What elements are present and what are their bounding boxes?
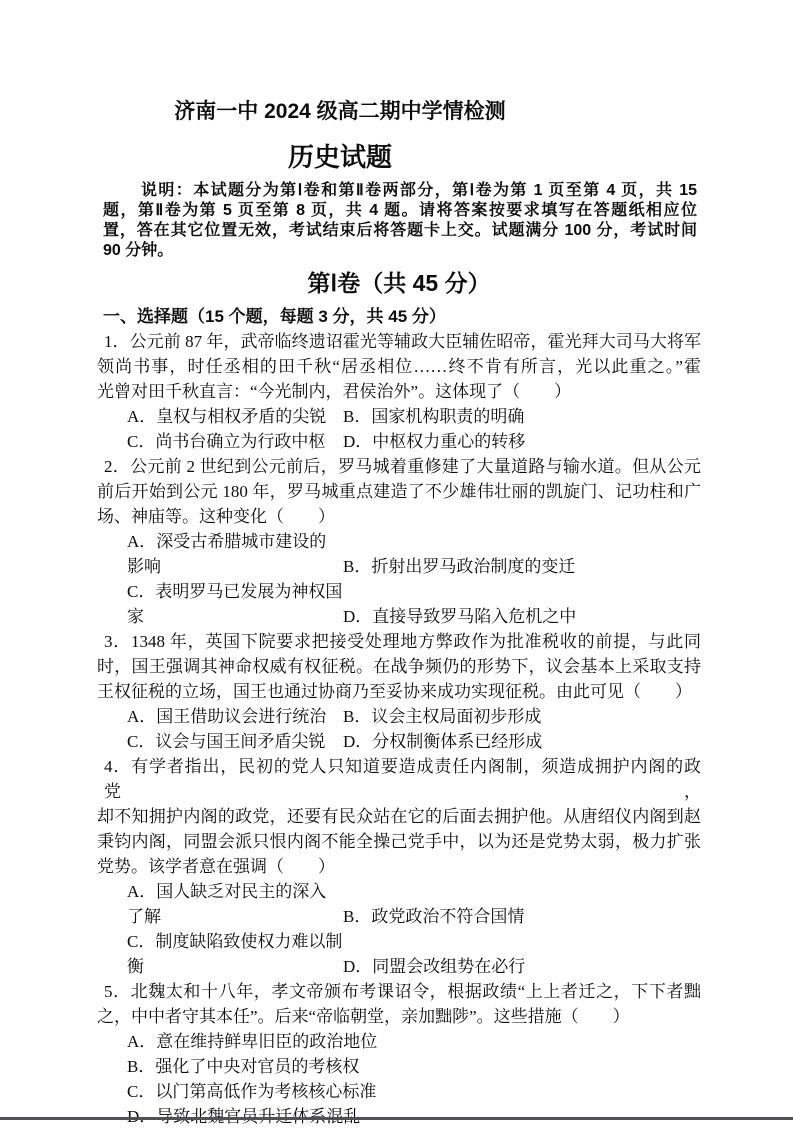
question-block-1 xyxy=(97,329,701,454)
question-stem-line: 却不知拥护内阁的政党，还要有民众站在它的后面去拥护他。从唐绍仪内阁到赵 xyxy=(97,807,701,826)
question-stem-line: 1．公元前 87 年，武帝临终遗诏霍光等辅政大臣辅佐昭帝，霍光拜大司马大将军 xyxy=(104,332,701,351)
option-row xyxy=(97,429,701,454)
instructions xyxy=(103,181,697,261)
option: B．国家机构职责的明确 xyxy=(343,407,525,426)
instructions-line: 90 分钟。 xyxy=(103,242,174,259)
option: D．分权制衡体系已经形成 xyxy=(343,732,543,751)
question-stem-line: 时，国王强调其神命权威有权征税。在战争频仍的形势下，议会基本上采取支持 xyxy=(97,657,701,676)
question-block-3 xyxy=(97,629,701,754)
question-stem-line: 光曾对田千秋直言：“今光制内，君侯治外”。这体现了（ ） xyxy=(97,382,572,401)
option-row xyxy=(97,929,701,979)
question-block-5 xyxy=(97,979,701,1129)
option: D．中枢权力重心的转移 xyxy=(343,432,526,451)
option-row xyxy=(97,529,701,579)
option: D．直接导致罗马陷入危机之中 xyxy=(343,607,577,626)
questions xyxy=(97,329,701,1129)
option: A．皇权与相权矛盾的尖锐 xyxy=(127,407,327,426)
question-stem-line: 2．公元前 2 世纪到公元前后，罗马城着重修建了大量道路与输水道。但从公元 xyxy=(104,457,701,476)
option-row xyxy=(97,404,701,429)
option: A．国人缺乏对民主的深入了解 xyxy=(127,882,327,926)
option: A．国王借助议会进行统治 xyxy=(127,707,327,726)
option: C．表明罗马已发展为神权国家 xyxy=(127,582,343,626)
option: C．以门第高低作为考核核心标准 xyxy=(127,1082,377,1101)
option-row xyxy=(97,704,701,729)
option: B．强化了中央对官员的考核权 xyxy=(127,1057,360,1076)
option-row xyxy=(97,579,701,629)
question-stem-line: 王权征税的立场，国王也通过协商乃至妥协来成功实现征税。由此可见（ ） xyxy=(97,682,692,701)
page-bottom-border xyxy=(0,1117,793,1120)
option: C．尚书台确立为行政中枢 xyxy=(127,432,326,451)
option-row xyxy=(97,1079,701,1104)
subsection-title: 一、选择题（15 个题，每题 3 分，共 45 分） xyxy=(103,307,446,326)
question-stem-line: 前后开始到公元 180 年，罗马城重点建造了不少雄伟壮丽的凯旋门、记功柱和广 xyxy=(97,482,701,501)
school-title: 济南一中 2024 级高二期中学情检测 xyxy=(174,100,506,123)
question-block-4 xyxy=(97,754,701,979)
question-stem-line: 党势。该学者意在强调（ ） xyxy=(97,857,335,876)
option: C．制度缺陷致使权力难以制衡 xyxy=(127,932,343,976)
title-block xyxy=(0,0,680,172)
question-stem-line: 秉钧内阁，同盟会派只恨内阁不能全操己党手中，以为还是党势太弱，极力扩张 xyxy=(97,832,701,851)
subject-title: 历史试题 xyxy=(287,142,392,172)
option-row xyxy=(97,1029,701,1054)
option: D．同盟会改组势在必行 xyxy=(343,957,526,976)
instructions-line: 置，答在其它位置无效，考试结束后将答题卡上交。试题满分 100 分，考试时间 xyxy=(103,222,697,239)
instructions-line: 说明：本试题分为第Ⅰ卷和第Ⅱ卷两部分，第Ⅰ卷为第 1 页至第 4 页，共 15 xyxy=(141,182,697,199)
option: C．议会与国王间矛盾尖锐 xyxy=(127,732,326,751)
question-stem-line: 场、神庙等。这种变化（ ） xyxy=(97,507,335,526)
option: B．政党政治不符合国情 xyxy=(343,907,525,926)
option-row xyxy=(97,729,701,754)
option-row xyxy=(97,879,701,929)
option: A．意在维持鲜卑旧臣的政治地位 xyxy=(127,1032,378,1051)
option: B．折射出罗马政治制度的变迁 xyxy=(343,557,576,576)
option: A．深受古希腊城市建设的影响 xyxy=(127,532,327,576)
question-stem-line: 领尚书事，时任丞相的田千秋“居丞相位……终不肯有所言，光以此重之。”霍 xyxy=(97,357,701,376)
question-stem-line: 之，中中者守其本任”。后来“帝临朝堂，亲加黜陟”。这些措施（ ） xyxy=(97,1007,630,1026)
question-stem-line: 3．1348 年，英国下院要求把接受处理地方弊政作为批准税收的前提，与此同 xyxy=(104,632,701,651)
option-row xyxy=(97,1054,701,1079)
question-block-2 xyxy=(97,454,701,629)
part-title: 第Ⅰ卷（共 45 分） xyxy=(307,270,491,296)
option: B．议会主权局面初步形成 xyxy=(343,707,542,726)
instructions-line: 题，第Ⅱ卷为第 5 页至第 8 页，共 4 题。请将答案按要求填写在答题纸相应位 xyxy=(103,202,697,219)
question-stem-line: 5．北魏太和十八年，孝文帝颁布考课诏令，根据政绩“上上者迁之，下下者黜 xyxy=(104,982,701,1001)
question-stem-line: 4．有学者指出，民初的党人只知道要造成责任内阁制，须造成拥护内阁的政党， xyxy=(104,757,701,801)
